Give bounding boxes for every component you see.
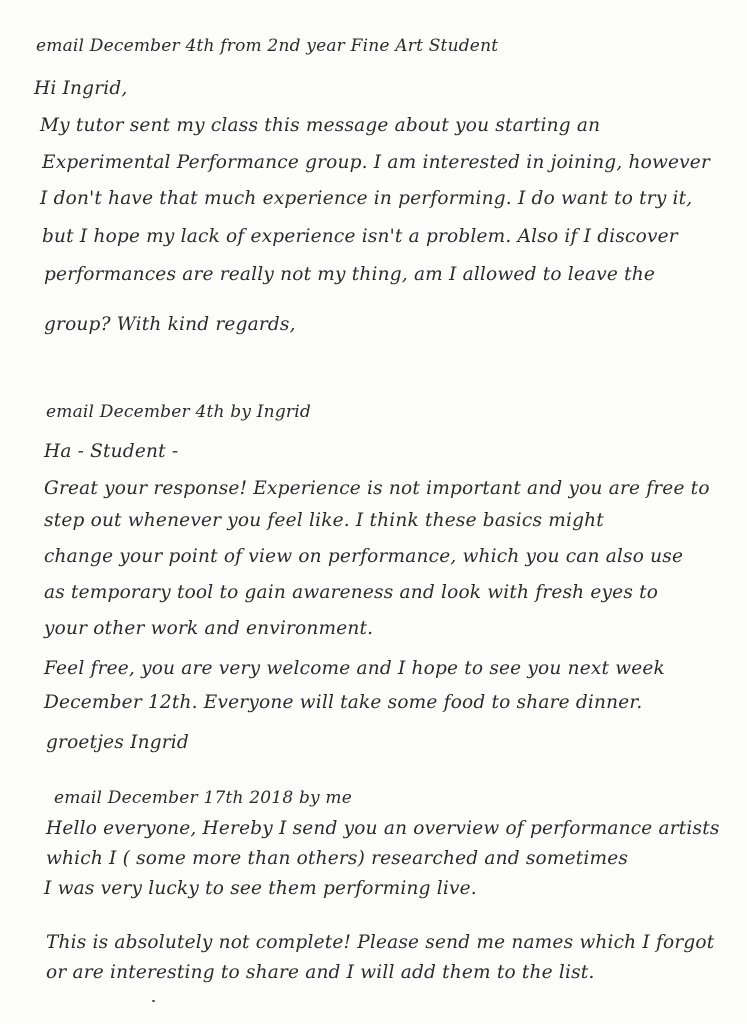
email-2-line: as temporary tool to gain awareness and look with fresh eyes to — [44, 582, 659, 603]
email-1-line: Hi Ingrid, — [34, 78, 128, 99]
email-2-signoff: groetjes Ingrid — [46, 732, 189, 753]
email-2-line: Feel free, you are very welcome and I hope to see you next week — [44, 658, 665, 679]
email-2-line: step out whenever you feel like. I think these basics might — [44, 510, 604, 531]
email-3-line: This is absolutely not complete! Please send me names which I forgot — [46, 932, 715, 953]
email-1-header: email December 4th from 2nd year Fine Art Student — [36, 36, 499, 56]
email-3-line: or are interesting to share and I will add them to the list. — [46, 962, 595, 983]
email-1-line: Experimental Performance group. I am interested in joining, however — [42, 152, 710, 173]
email-3-header: email December 17th 2018 by me — [54, 788, 353, 808]
email-1-line: performances are really not my thing, am I allowed to leave the — [44, 264, 656, 285]
email-2-line: December 12th. Everyone will take some food to share dinner. — [44, 692, 643, 713]
email-2-line: Great your response! Experience is not important and you are free to — [44, 478, 710, 499]
email-2-line: your other work and environment. — [44, 618, 374, 639]
email-2-header: email December 4th by Ingrid — [46, 402, 311, 422]
email-1-line: group? With kind regards, — [44, 314, 296, 335]
email-2-line: Ha - Student - — [44, 441, 179, 462]
email-3-line: I was very lucky to see them performing live. — [44, 878, 477, 899]
email-3-line: Hello everyone, Hereby I send you an overview of performance artists — [46, 818, 720, 839]
email-1-line: My tutor sent my class this message about you starting an — [40, 115, 601, 136]
email-2-line: change your point of view on performance, which you can also use — [44, 546, 684, 567]
email-3-line: which I ( some more than others) researched and sometimes — [46, 848, 629, 869]
email-1-line: but I hope my lack of experience isn't a problem. Also if I discover — [42, 226, 678, 247]
email-1-line: I don't have that much experience in performing. I do want to try it, — [40, 188, 693, 209]
ink-speck — [152, 1000, 155, 1002]
